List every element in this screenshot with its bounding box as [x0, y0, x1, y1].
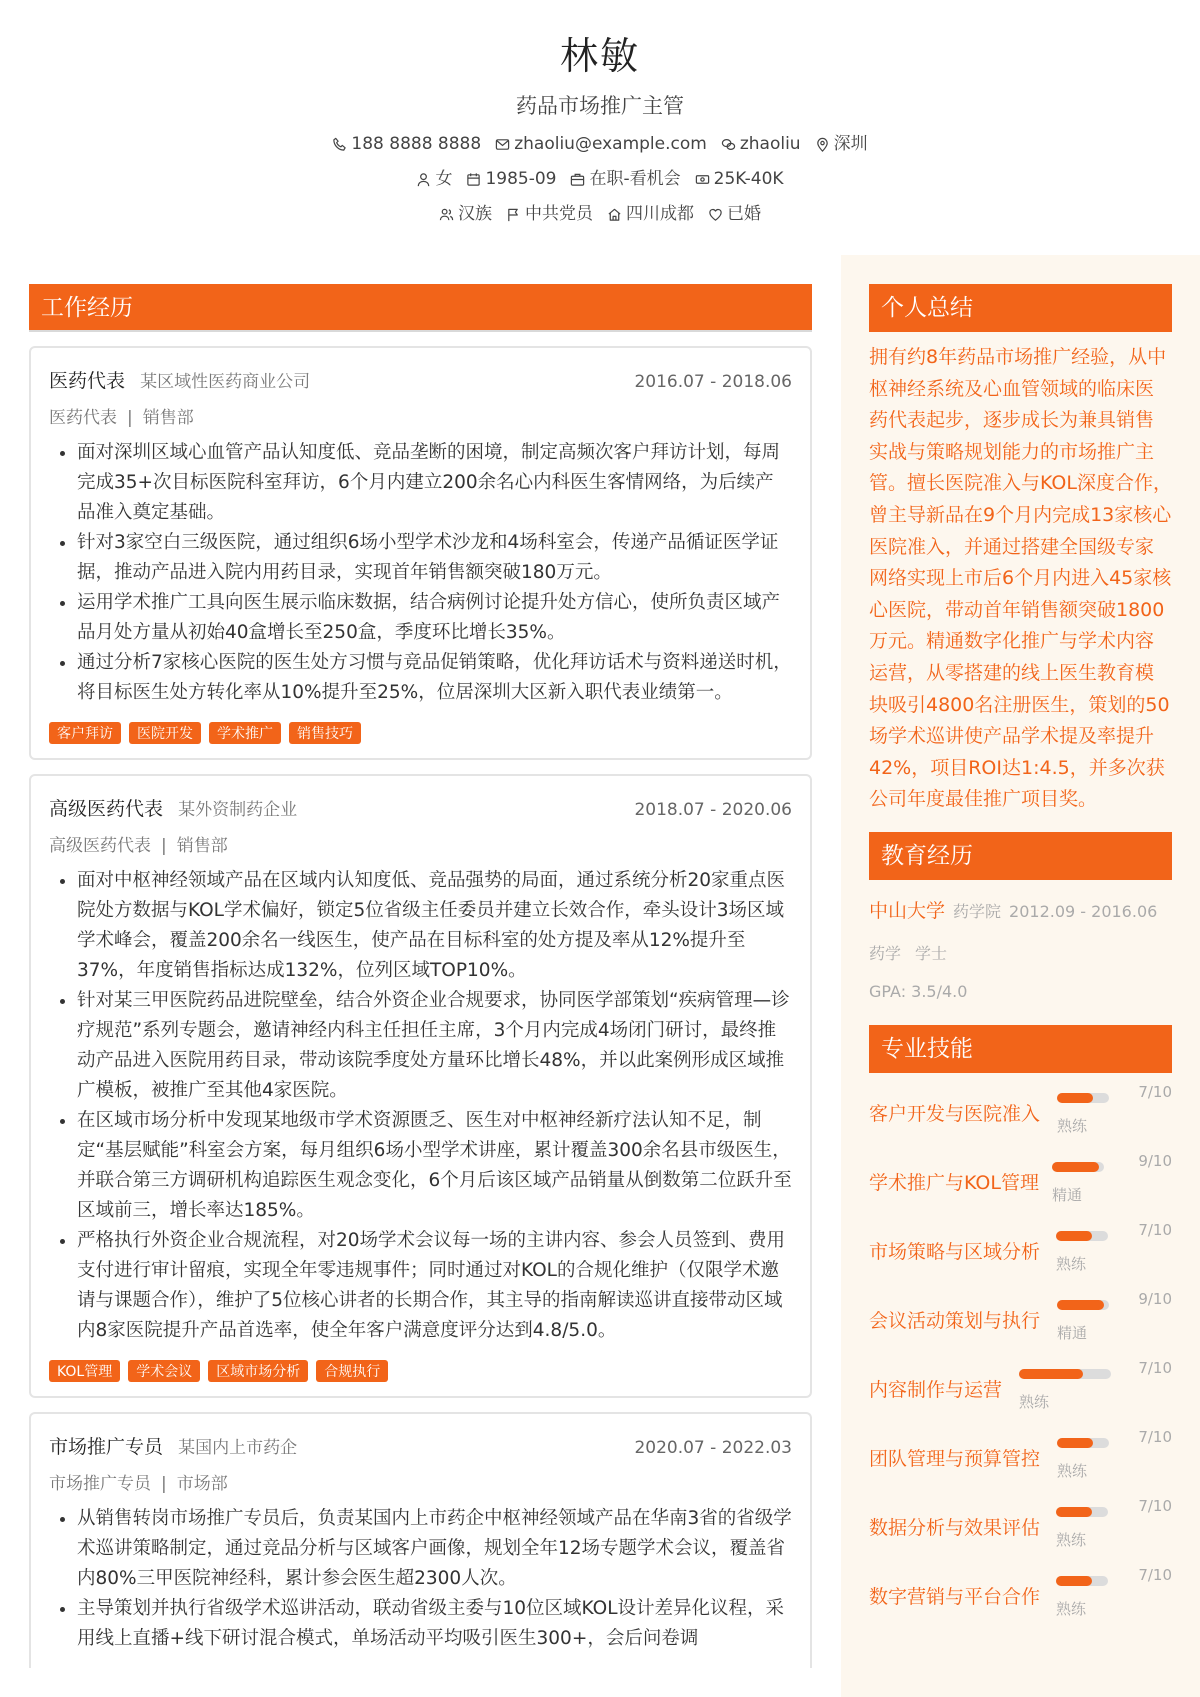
skill-progress-bar — [1057, 1300, 1109, 1310]
job-tags — [49, 722, 792, 744]
ethnicity-item — [439, 202, 492, 227]
edu-major: 药学 — [869, 943, 902, 963]
job-card-1: 医药代表 某区域性医药商业公司 2016.07 - 2018.06 医药代表 | 销售部 • 面对深圳区域心血管产品认知度低、竞品垄断的困境，制定高频次客户拜访计划，每周完成35+次目标医院科室拜访，6个月内建立200余名心内科医生客情网络，为后续产品准入奠定基础。 • 针对3家空白三级医院，通过组织6场小型学术沙龙和4场科室会，传递产品循证医学证据，推动产品进入院内用药目录，实现首年销售额突破180万元。 • 运用学术推广工具向医生展示临床数据，结合病例讨论提升处方信心，使所负责区域产品月处方量从初始40盒增长至250盒，季度环比增长35%。 • 通过分析7家核心医院的医生处方习惯与竞品促销策略，优化拜访话术与资料递送时机，将目标医生处方转化率从10%提升至25%，位居深圳大区新入职代表业绩第一。 客户拜访 医院开发 学术推广 销售技巧 — [29, 346, 812, 760]
job-dept: 市场部 — [176, 1474, 228, 1494]
job-dept: 销售部 — [176, 836, 228, 856]
wechat-item — [721, 132, 801, 157]
edu-school: 中山大学 — [869, 899, 946, 922]
personal-line-1 — [0, 167, 1200, 192]
job-bullets — [49, 866, 792, 1346]
job-dept: 销售部 — [142, 408, 194, 428]
skills-section-title: 专业技能 — [869, 1025, 1172, 1073]
skill-name: 客户开发与医院准入 — [869, 1102, 1041, 1125]
skills-list — [869, 1083, 1172, 1635]
skill-progress-bar — [1056, 1507, 1108, 1517]
edu-gpa: GPA: 3.5/4.0 — [869, 981, 968, 1001]
contact-line — [0, 132, 1200, 157]
skill-row — [869, 1566, 1172, 1635]
money-icon — [695, 172, 710, 187]
marital-item — [708, 202, 761, 227]
skill-row — [869, 1221, 1172, 1290]
list-item: • 运用学术推广工具向医生展示临床数据，结合病例讨论提升处方信心，使所负责区域产品月处方量从初始40盒增长至250盒，季度环比增长35%。 — [77, 588, 792, 648]
salary-item — [695, 167, 784, 192]
skill-level: 熟练 — [1056, 1254, 1087, 1273]
list-item: • 在区域市场分析中发现某地级市学术资源匮乏、医生对中枢神经新疗法认知不足，制定“基层赋能”科室会方案，每月组织6场小型学术讲座，累计覆盖300余名县市级医生，并联合第三方调研机构追踪医生观念变化，6个月后该区域产品销量从倒数第二位跃升至区域前三，增长率达185%。 — [77, 1106, 792, 1226]
list-item: • 面对中枢神经领域产品在区域内认知度低、竞品强势的局面，通过系统分析20家重点医院处方数据与KOL学术偏好，锁定5位省级主任委员并建立长效合作，牵头设计3场区域学术峰会，覆盖200余名一线医生，使产品在目标科室的处方提及率从12%提升至37%，年度销售指标达成132%，位列区域TOP10%。 — [77, 866, 792, 986]
skill-progress-bar — [1056, 1231, 1108, 1241]
city-item — [815, 132, 868, 157]
skill-row — [869, 1497, 1172, 1566]
skill-progress-fill — [1019, 1369, 1083, 1379]
job-date: 2018.07 - 2020.06 — [634, 800, 792, 820]
people-icon — [439, 207, 454, 222]
list-item: • 通过分析7家核心医院的医生处方习惯与竞品促销策略，优化拜访话术与资料递送时机，将目标医生处方转化率从10%提升至25%，位居深圳大区新入职代表业绩第一。 — [77, 648, 792, 708]
skill-tag: 销售技巧 — [289, 722, 361, 744]
skill-progress-bar — [1056, 1576, 1108, 1586]
skill-level: 熟练 — [1019, 1392, 1050, 1411]
skill-progress-fill — [1056, 1231, 1092, 1241]
hometown-text: 四川成都 — [626, 204, 694, 224]
skill-level: 熟练 — [1057, 1116, 1088, 1135]
skill-row — [869, 1290, 1172, 1359]
skill-name: 数字营销与平台合作 — [869, 1585, 1041, 1608]
birth-item — [466, 167, 556, 192]
skill-name: 团队管理与预算管控 — [869, 1447, 1041, 1470]
skill-level: 精通 — [1052, 1185, 1083, 1204]
flag-icon — [506, 207, 521, 222]
gender-text: 女 — [435, 169, 453, 189]
skill-name: 市场策略与区域分析 — [869, 1240, 1041, 1263]
skill-score: 7/10 — [1138, 1496, 1172, 1515]
summary-section-title: 个人总结 — [869, 284, 1172, 332]
job-date: 2016.07 - 2018.06 — [634, 372, 792, 392]
skill-score: 9/10 — [1138, 1289, 1172, 1308]
skill-tag: 医院开发 — [129, 722, 201, 744]
salary-text: 25K-40K — [713, 169, 784, 189]
skill-progress-bar — [1019, 1369, 1111, 1379]
skill-score: 7/10 — [1138, 1082, 1172, 1101]
skill-score: 7/10 — [1138, 1220, 1172, 1239]
job-bullets — [49, 1504, 792, 1654]
calendar-icon — [466, 172, 481, 187]
skill-tag: KOL管理 — [49, 1360, 120, 1382]
skill-progress-bar — [1052, 1162, 1104, 1172]
skill-tag: 合规执行 — [316, 1360, 388, 1382]
skill-progress-bar — [1057, 1438, 1109, 1448]
list-item: • 针对3家空白三级医院，通过组织6场小型学术沙龙和4场科室会，传递产品循证医学证据，推动产品进入院内用药目录，实现首年销售额突破180万元。 — [77, 528, 792, 588]
list-item: • 主导策划并执行省级学术巡讲活动，联动省级主委与10位区域KOL设计差异化议程，采用线上直播+线下研讨混合模式，单场活动平均吸引医生300+，会后问卷调 — [77, 1594, 792, 1654]
list-item: • 从销售转岗市场推广专员后，负责某国内上市药企中枢神经领域产品在华南3省的省级学术巡讲策略制定，通过竞品分析与区域客户画像，规划全年12场专题学术会议，覆盖省内80%三甲医院神经科，累计参会医生超2300人次。 — [77, 1504, 792, 1594]
job-card-2: 高级医药代表 某外资制药企业 2018.07 - 2020.06 高级医药代表 | 销售部 • 面对中枢神经领域产品在区域内认知度低、竞品强势的局面，通过系统分析20家重点医院处方数据与KOL学术偏好，锁定5位省级主任委员并建立长效合作，牵头设计3场区域学术峰会，覆盖200余名一线医生，使产品在目标科室的处方提及率从12%提升至37%，年度销售指标达成132%，位列区域TOP10%。 • 针对某三甲医院药品进院壁垒，结合外资企业合规要求，协同医学部策划“疾病管理—诊疗规范”系列专题会，邀请神经内科主任担任主席，3个月内完成4场闭门研讨，最终推动产品进入医院用药目录，带动该院季度处方量环比增长48%，并以此案例形成区域推广模板，被推广至其他4家医院。 • 在区域市场分析中发现某地级市学术资源匮乏、医生对中枢神经新疗法认知不足，制定“基层赋能”科室会方案，每月组织6场小型学术讲座，累计覆盖300余名县市级医生，并联合第三方调研机构追踪医生观念变化，6个月后该区域产品销量从倒数第二位跃升至区域前三，增长率达185%。 • 严格执行外资企业合规流程，对20场学术会议每一场的主讲内容、参会人员签到、费用支付进行审计留痕，实现全年零违规事件；同时通过对KOL的合规化维护（仅限学术邀请与课题合作），维护了5位核心讲者的长期合作，其主导的指南解读巡讲直接带动区域内8家医院提升产品首选率，使全年客户满意度评分达到4.8/5.0。 KOL管理 学术会议 区域市场分析 合规执行 — [29, 774, 812, 1398]
list-item: • 针对某三甲医院药品进院壁垒，结合外资企业合规要求，协同医学部策划“疾病管理—诊疗规范”系列专题会，邀请神经内科主任担任主席，3个月内完成4场闭门研讨，最终推动产品进入医院用药目录，带动该院季度处方量环比增长48%，并以此案例形成区域推广模板，被推广至其他4家医院。 — [77, 986, 792, 1106]
mail-icon — [495, 137, 510, 152]
job-bullets — [49, 438, 792, 708]
summary-text: 拥有约8年药品市场推广经验，从中枢神经系统及心血管领域的临床医药代表起步，逐步成长为兼具销售实战与策略规划能力的市场推广主管。擅长医院准入与KOL深度合作，曾主导新品在9个月内完成13家核心医院准入，并通过搭建全国级专家网络实现上市后6个月内进入45家核心医院，带动首年销售额突破1800万元。精通数字化推广与学术内容运营，从零搭建的线上医生教育模块吸引4800名注册医生，策划的50场学术巡讲使产品学术提及率提升42%，项目ROI达1:4.5，并多次获公司年度最佳推广项目奖。 — [869, 346, 1172, 811]
job-title: 市场推广专员 — [49, 1436, 164, 1458]
edu-dept: 药学院 — [953, 901, 1002, 921]
skill-progress-fill — [1057, 1093, 1093, 1103]
skill-level: 熟练 — [1057, 1461, 1088, 1480]
hometown-item — [607, 202, 694, 227]
wechat-icon — [721, 137, 736, 152]
status-text: 在职-看机会 — [589, 169, 681, 189]
skill-score: 7/10 — [1138, 1427, 1172, 1446]
skill-row — [869, 1428, 1172, 1497]
list-item: • 面对深圳区域心血管产品认知度低、竞品垄断的困境，制定高频次客户拜访计划，每周完成35+次目标医院科室拜访，6个月内建立200余名心内科医生客情网络，为后续产品准入奠定基础。 — [77, 438, 792, 528]
job-company: 某国内上市药企 — [178, 1438, 298, 1458]
skill-level: 精通 — [1057, 1323, 1088, 1342]
person-icon — [416, 172, 431, 187]
work-section-title: 工作经历 — [29, 284, 812, 332]
skill-tag: 学术推广 — [209, 722, 281, 744]
job-title: 高级医药代表 — [49, 798, 164, 820]
gender-item — [416, 167, 452, 192]
phone-icon — [332, 137, 347, 152]
job-date: 2020.07 - 2022.03 — [634, 1438, 792, 1458]
skill-score: 9/10 — [1138, 1151, 1172, 1170]
job-card-3: 市场推广专员 某国内上市药企 2020.07 - 2022.03 市场推广专员 | 市场部 • 从销售转岗市场推广专员后，负责某国内上市药企中枢神经领域产品在华南3省的省级学术巡讲策略制定，通过竞品分析与区域客户画像，规划全年12场专题学术会议，覆盖省内80%三甲医院神经科，累计参会医生超2300人次。 • 主导策划并执行省级学术巡讲活动，联动省级主委与10位区域KOL设计差异化议程，采用线上直播+线下研讨混合模式，单场活动平均吸引医生300+，会后问卷调 — [29, 1412, 812, 1668]
skill-tag: 区域市场分析 — [208, 1360, 308, 1382]
email-text: zhaoliu@example.com — [514, 134, 707, 154]
skill-name: 会议活动策划与执行 — [869, 1309, 1041, 1332]
skill-level: 熟练 — [1056, 1530, 1087, 1549]
list-item: • 严格执行外资企业合规流程，对20场学术会议每一场的主讲内容、参会人员签到、费用支付进行审计留痕，实现全年零违规事件；同时通过对KOL的合规化维护（仅限学术邀请与课题合作），维护了5位核心讲者的长期合作，其主导的指南解读巡讲直接带动区域内8家医院提升产品首选率，使全年客户满意度评分达到4.8/5.0。 — [77, 1226, 792, 1346]
skill-score: 7/10 — [1138, 1565, 1172, 1584]
candidate-name: 林敏 — [559, 34, 640, 78]
skill-tag: 客户拜访 — [49, 722, 121, 744]
status-item — [570, 167, 680, 192]
edu-date: 2012.09 - 2016.06 — [1009, 901, 1158, 921]
skill-level: 熟练 — [1056, 1599, 1087, 1618]
edu-degree: 学士 — [915, 943, 948, 963]
education-section-title: 教育经历 — [869, 832, 1172, 880]
job-tags — [49, 1360, 792, 1382]
wechat-text: zhaoliu — [739, 134, 801, 154]
phone-item — [332, 132, 481, 157]
skill-name: 数据分析与效果评估 — [869, 1516, 1041, 1539]
job-company: 某区域性医药商业公司 — [140, 372, 311, 392]
skill-progress-fill — [1052, 1162, 1099, 1172]
location-pin-icon — [815, 137, 830, 152]
skill-name: 内容制作与运营 — [869, 1378, 1003, 1401]
job-company: 某外资制药企业 — [178, 800, 298, 820]
resume-header — [0, 0, 1200, 227]
skill-progress-bar — [1057, 1093, 1109, 1103]
briefcase-icon — [570, 172, 585, 187]
home-icon — [607, 207, 622, 222]
main-column — [29, 284, 812, 1668]
phone-text: 188 8888 8888 — [351, 134, 482, 154]
heart-icon — [708, 207, 723, 222]
job-role: 医药代表 — [49, 408, 117, 428]
ethnicity-text: 汉族 — [458, 204, 492, 224]
skill-progress-fill — [1057, 1438, 1093, 1448]
politics-text: 中共党员 — [525, 204, 593, 224]
personal-line-2 — [0, 202, 1200, 227]
skill-row — [869, 1359, 1172, 1428]
skill-progress-fill — [1056, 1576, 1092, 1586]
city-text: 深圳 — [833, 134, 868, 154]
email-item — [495, 132, 707, 157]
skill-row — [869, 1152, 1172, 1221]
marital-text: 已婚 — [727, 204, 761, 224]
skill-row — [869, 1083, 1172, 1152]
job-title: 医药代表 — [49, 370, 126, 392]
politics-item — [506, 202, 593, 227]
edu-degree-line — [869, 941, 1172, 964]
skill-progress-fill — [1056, 1507, 1092, 1517]
skill-name: 学术推广与KOL管理 — [869, 1171, 1039, 1194]
sidebar-column — [869, 284, 1172, 1635]
job-role: 市场推广专员 — [49, 1474, 151, 1494]
skill-progress-fill — [1057, 1300, 1104, 1310]
candidate-title: 药品市场推广主管 — [516, 94, 684, 118]
birth-text: 1985-09 — [485, 169, 557, 189]
education-row — [869, 896, 1172, 923]
skill-score: 7/10 — [1138, 1358, 1172, 1377]
job-role: 高级医药代表 — [49, 836, 151, 856]
skill-tag: 学术会议 — [128, 1360, 200, 1382]
